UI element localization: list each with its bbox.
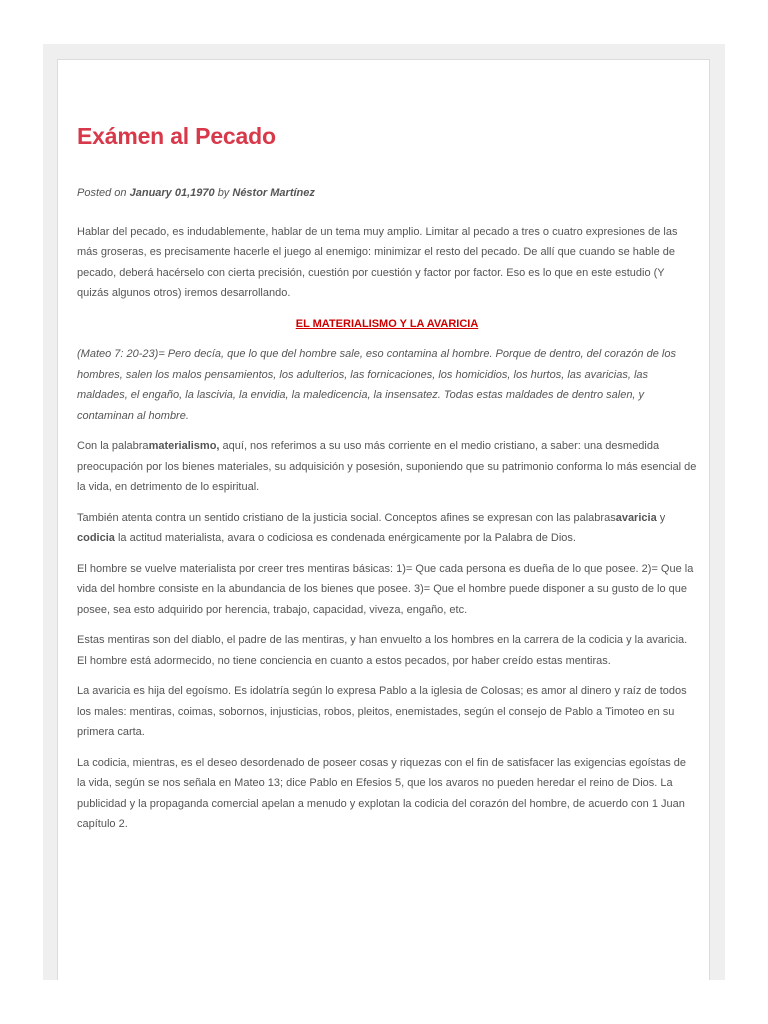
- article-title: Exámen al Pecado: [77, 123, 276, 149]
- paragraph-justicia: [77, 508, 697, 549]
- posted-on-label: Posted on: [77, 187, 127, 199]
- section-heading-text: EL MATERIALISMO Y LA AVARICIA: [295, 317, 479, 330]
- paragraph-diablo: Estas mentiras son del diablo, el padre de las mentiras, y han envuelto a los hombres en la carrera de la codicia y la avaricia. El hombre está adormecido, no tiene conciencia en cuanto a estos pecados, por haber creído estas mentiras.: [77, 634, 688, 667]
- post-author: Néstor Martínez: [232, 187, 315, 199]
- scripture-quote: (Mateo 7: 20-23)= Pero decía, que lo que del hombre sale, eso contamina al hombre. Porque de dentro, del corazón de los hombres, salen los malos pensamientos, los adulterios, las fornicaciones, los homicidios, los hurtos, las avaricias, las maldades, el engaño, la lascivia, la envidia, la maledicencia, la insensatez. Todas estas maldades de dentro salen, y contaminan al hombre.: [77, 348, 676, 422]
- post-date: January 01,1970: [129, 187, 215, 199]
- bold-term: codicia: [77, 532, 115, 544]
- bold-term: materialismo,: [148, 440, 220, 452]
- paragraph-materialismo: [77, 436, 697, 498]
- article-content: [77, 121, 697, 845]
- paragraph-avaricia: La avaricia es hija del egoísmo. Es idolatría según lo expresa Pablo a la iglesia de Colosas; es amor al dinero y raíz de todos los males: mentiras, coimas, sobornos, injusticias, robos, pleitos, enemistades, según el consejo de Pablo a Timoteo en su primera carta.: [77, 685, 687, 738]
- bold-term: avaricia: [615, 511, 657, 524]
- text-span: y: [656, 511, 666, 524]
- by-label: by: [217, 187, 230, 199]
- text-span: la actitud materialista, avara o codiciosa es condenada enérgicamente por la Palabra de Dios.: [114, 532, 576, 544]
- text-span: aquí, nos referimos a su uso más corriente en el medio cristiano, a saber: una desmedida preocupación por los bienes materiales, su adquisición y posesión, suponiendo que su patrimonio conforma lo más esencial de la vida, en detrimento de lo espiritual.: [77, 440, 697, 493]
- intro-paragraph: Hablar del pecado, es indudablemente, hablar de un tema muy amplio. Limitar al pecado a tres o cuatro expresiones de las más groseras, es precisamente hacerle el juego al enemigo: minimizar el resto del pecado. De allí que cuando se hable de pecado, deberá hacérselo con cierta precisión, cuestión por cuestión y factor por factor. Eso es lo que en este estudio (Y quizás algunos otros) iremos desarrollando.: [77, 225, 678, 299]
- post-meta: [77, 183, 697, 204]
- text-span: También atenta contra un sentido cristiano de la justicia social. Conceptos afines se expresan con las palabras: [77, 511, 616, 524]
- text-span: Con la palabra: [77, 440, 149, 452]
- paragraph-codicia: La codicia, mientras, es el deseo desordenado de poseer cosas y riquezas con el fin de satisfacer las exigencias egoístas de la vida, según se nos señala en Mateo 13; dice Pablo en Efesios 5, que los avaros no pueden heredar el reino de Dios. La publicidad y la propaganda comercial apelan a menudo y explotan la codicia del corazón del hombre, de acuerdo con 1 Juan capítulo 2.: [77, 756, 687, 830]
- paragraph-mentiras: El hombre se vuelve materialista por creer tres mentiras básicas: 1)= Que cada persona es dueña de lo que posee. 2)= Que la vida del hombre consiste en la abundancia de los bienes que posee. 3)= Que el hombre puede disponer a su gusto de lo que posee, sea esto adquirido por herencia, trabajo, capacidad, viveza, engaño, etc.: [77, 562, 694, 616]
- section-heading: [77, 314, 697, 335]
